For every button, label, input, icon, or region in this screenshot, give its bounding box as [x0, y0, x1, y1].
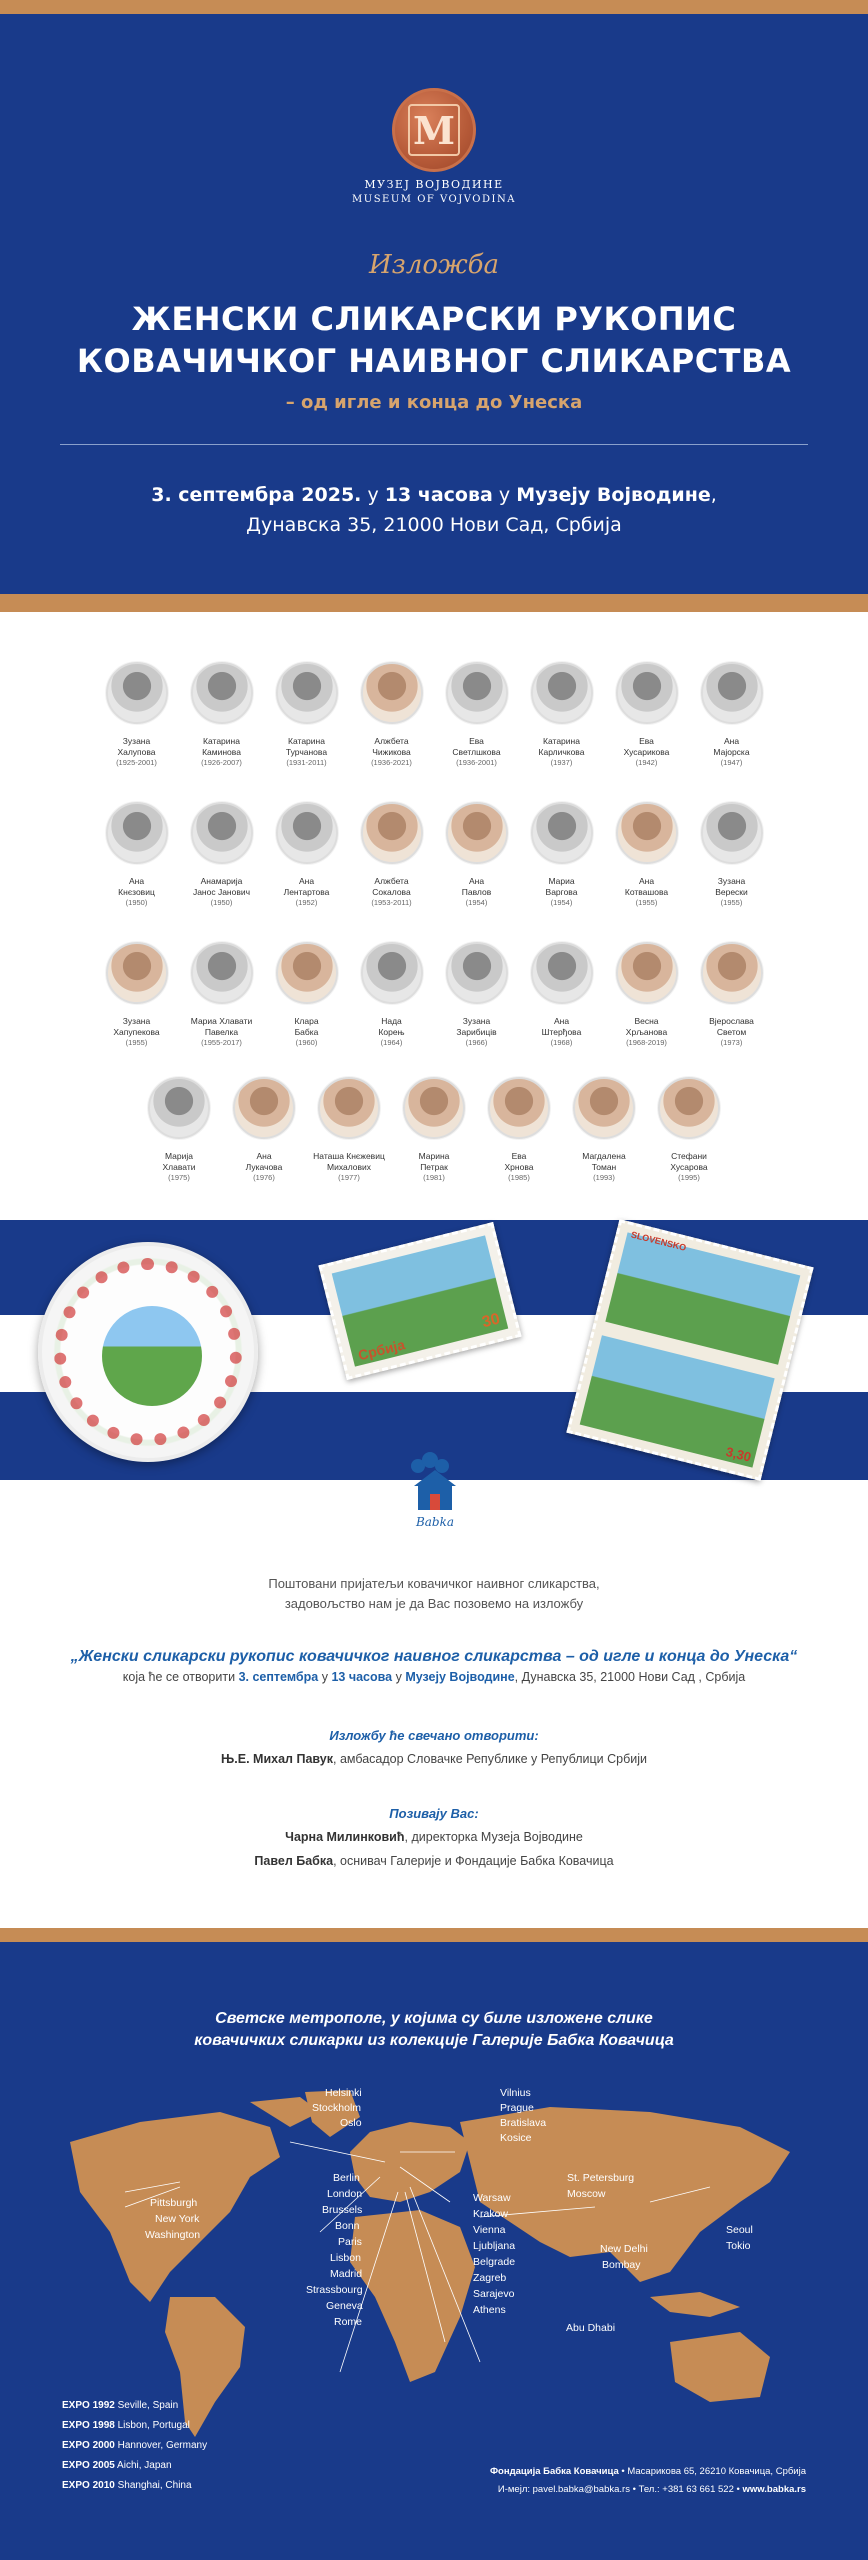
artist-years: (1942) [635, 758, 658, 767]
artist-portrait [276, 662, 338, 724]
opening-time: 13 часова [331, 1670, 393, 1684]
artist-first-name: Стефани [671, 1151, 707, 1161]
artist-first-name: Марина [418, 1151, 450, 1161]
artists-grid [0, 612, 868, 1207]
artist-years: (1952) [295, 898, 318, 907]
artist-years: (1973) [720, 1038, 743, 1047]
city-label: Brussels [322, 2204, 363, 2216]
artist-last-name: Хлавати [162, 1162, 196, 1172]
artist-last-name: Павелка [204, 1027, 239, 1037]
city-label: Paris [338, 2236, 362, 2248]
artist-last-name: Светлшкова [452, 747, 501, 757]
artist-last-name: Зарибиців [456, 1027, 497, 1037]
city-label: Bonn [335, 2220, 360, 2232]
artist-portrait [276, 942, 338, 1004]
artist-years: (1954) [550, 898, 573, 907]
artist-first-name: Мариа Хлавати [190, 1016, 253, 1026]
city-label: Madrid [330, 2268, 363, 2280]
map-title-line-2: ковачичких сликарки из колекције Галерије Бабка Ковачица [194, 2032, 674, 2049]
artist-last-name: Верески [715, 887, 748, 897]
artist-last-name: Лентартова [283, 887, 330, 897]
artist-first-name: Зузана [717, 876, 746, 886]
artist-years: (1950) [210, 898, 233, 907]
artist-years: (1936-2021) [371, 758, 412, 767]
museum-seal-logo [392, 88, 476, 172]
artist-portrait [531, 942, 593, 1004]
city-label: Stockholm [312, 2102, 362, 2114]
artist-years: (1947) [720, 758, 743, 767]
contact-org: Фондација Бабка Ковачица [489, 2466, 619, 2477]
artist-last-name: Хапупекова [113, 1027, 160, 1037]
artist-years: (1931-2011) [286, 758, 327, 767]
city-label: Lisbon [330, 2252, 361, 2264]
host-2-name: Павел Бабка [254, 1854, 334, 1868]
artist-last-name: Варгова [545, 887, 578, 897]
date-time-venue: 3. септембра 2025. у 13 часова у Музеју Војводине, [151, 484, 717, 506]
city-label: St. Petersburg [567, 2172, 635, 2184]
artist-first-name: Катарина [288, 736, 325, 746]
city-label: Oslo [340, 2117, 362, 2129]
greeting-line-1: Поштовани пријатељи ковачичког наивног сликарства, [268, 1576, 600, 1591]
artist-portrait [276, 802, 338, 864]
expo-item [62, 2400, 178, 2411]
artist-years: (1925-2001) [116, 758, 157, 767]
museum-name-cyrillic: МУЗЕЈ ВОЈВОДИНЕ [364, 178, 504, 191]
expo-place: Hannover, Germany [117, 2440, 208, 2451]
artworks-band [0, 1220, 868, 1480]
painted-plate [38, 1242, 258, 1462]
city-label: Strassbourg [306, 2284, 363, 2296]
artist-years: (1937) [550, 758, 573, 767]
artist-portrait [446, 662, 508, 724]
seal-letter: М [408, 104, 460, 156]
artist-portrait [191, 802, 253, 864]
opened-by-label: Изложбу ће свечано отворити: [329, 1728, 539, 1743]
map-title-line-1: Светске метрополе, у којима су биле изложене слике [215, 2010, 653, 2027]
opening-details [0, 1670, 868, 1684]
artist-portrait [106, 802, 168, 864]
artist-portrait [573, 1077, 635, 1139]
expo-place: Aichi, Japan [117, 2460, 172, 2471]
city-label: Athens [473, 2304, 506, 2316]
artist-last-name: Кнєзовиц [118, 887, 155, 897]
expo-label: EXPO 2000 [62, 2440, 115, 2451]
artist-last-name: Павлов [461, 887, 492, 897]
artist-first-name: Ана [468, 876, 485, 886]
artist-years: (1955-2017) [201, 1038, 242, 1047]
opening-venue: Музеју Војводине [405, 1670, 515, 1684]
artist-portrait [531, 802, 593, 864]
artist-years: (1953-2011) [371, 898, 412, 907]
artist-first-name: Клара [294, 1016, 319, 1026]
world-map [50, 2082, 820, 2452]
artist-last-name: Чижикова [372, 747, 411, 757]
artist-years: (1955) [635, 898, 658, 907]
artist-last-name: Халупова [117, 747, 156, 757]
artist-years: (1968-2019) [626, 1038, 667, 1047]
artist-first-name: Алжбета [374, 876, 409, 886]
stamp-value: 3,30 [724, 1444, 753, 1465]
expo-place: Lisbon, Portugal [117, 2420, 190, 2431]
artist-last-name: Штерђова [541, 1027, 582, 1037]
artist-first-name: Зузана [122, 736, 151, 746]
word-u: у [367, 484, 379, 506]
artist-portrait [531, 662, 593, 724]
artist-first-name: Ана [638, 876, 655, 886]
artist-portrait [191, 662, 253, 724]
city-label: Ljubljana [473, 2240, 516, 2252]
opened-by-role: , амбасадор Словачке Републике у Републици Србији [333, 1752, 647, 1766]
time: 13 часова [384, 484, 493, 506]
babka-logo [390, 1452, 480, 1532]
artist-first-name: Ана [553, 1016, 570, 1026]
word-u: у [498, 484, 511, 506]
map-section [0, 1942, 868, 2560]
artist-portrait [191, 942, 253, 1004]
expo-label: EXPO 2005 [62, 2460, 115, 2471]
artist-first-name: Вјерослава [709, 1016, 754, 1026]
stamp-country: Србија [356, 1336, 407, 1364]
artist-last-name: Хрљанова [625, 1027, 668, 1037]
artist-portrait [106, 662, 168, 724]
artist-last-name: Лукачова [245, 1162, 283, 1172]
city-label: London [327, 2188, 363, 2200]
artist-years: (1955) [125, 1038, 148, 1047]
artist-portrait [701, 942, 763, 1004]
artist-years: (1975) [168, 1173, 190, 1182]
opening-address: , Дунавска 35, 21000 Нови Сад , Србија [514, 1670, 746, 1684]
host-2-role: , оснивач Галерије и Фондације Бабка Ковачица [333, 1854, 614, 1868]
contact-phone: • Тел.: +381 63 661 522 • [632, 2484, 740, 2495]
artist-portrait [446, 942, 508, 1004]
artist-first-name: Наташа Кнєжевиц [313, 1151, 385, 1161]
artist-portrait [318, 1077, 380, 1139]
city-label: Vienna [473, 2224, 506, 2236]
address: Дунавска 35, 21000 Нови Сад, Србија [246, 514, 622, 536]
artist-portrait [361, 942, 423, 1004]
stamp-value: 30 [480, 1310, 502, 1332]
subtitle: – од игле и конца до Унеска [285, 392, 583, 413]
artist-last-name: Светом [716, 1027, 747, 1037]
logo-wordmark: Babka [415, 1515, 455, 1529]
title-line-2: КОВАЧИЧКОГ НАИВНОГ СЛИКАРСТВА [76, 342, 792, 380]
artist-card [677, 942, 787, 1048]
artist-portrait [403, 1077, 465, 1139]
city-label: Prague [500, 2102, 534, 2114]
artist-portrait [446, 802, 508, 864]
date: 3. септембра 2025. [151, 484, 362, 506]
expo-item [62, 2420, 190, 2431]
city-label: New Delhi [600, 2243, 648, 2255]
artist-last-name: Петрак [420, 1162, 448, 1172]
header-section [0, 0, 868, 600]
artist-portrait [616, 942, 678, 1004]
artist-first-name: Ана [723, 736, 740, 746]
artist-first-name: Весна [634, 1016, 659, 1026]
expo-label: EXPO 1998 [62, 2420, 115, 2431]
artist-first-name: Мариа [548, 876, 575, 886]
artist-last-name: Сокалова [372, 887, 411, 897]
artist-card [677, 802, 787, 908]
host-2 [0, 1854, 868, 1868]
opening-date: 3. септембра [238, 1670, 319, 1684]
expo-item [62, 2460, 172, 2471]
artist-portrait [106, 942, 168, 1004]
artist-first-name: Ева [469, 736, 484, 746]
artist-last-name: Хусарикова [623, 747, 670, 757]
city-label: Geneva [326, 2300, 363, 2312]
word-u: у [321, 1670, 328, 1684]
artist-portrait [616, 802, 678, 864]
artist-years: (1985) [508, 1173, 530, 1182]
city-label: Belgrade [473, 2256, 516, 2268]
artist-first-name: Зузана [122, 1016, 151, 1026]
artist-last-name: Мајорска [713, 747, 750, 757]
host-1 [0, 1830, 868, 1844]
artist-years: (1955) [720, 898, 743, 907]
artist-first-name: Ана [128, 876, 145, 886]
artist-first-name: Катарина [543, 736, 580, 746]
exhibit-label: Изложба [369, 250, 499, 280]
expo-place: Shanghai, China [117, 2480, 192, 2491]
contact-line-2 [498, 2484, 806, 2495]
word-u: у [395, 1670, 402, 1684]
invite-label: Позивају Вас: [389, 1806, 479, 1821]
artist-years: (1936-2001) [456, 758, 497, 767]
opened-by [0, 1752, 868, 1766]
artist-portrait [361, 662, 423, 724]
artist-first-name: Ева [639, 736, 654, 746]
artist-first-name: Анамарија [200, 876, 243, 886]
artist-last-name: Котвашова [624, 887, 669, 897]
artist-years: (1981) [423, 1173, 445, 1182]
artist-portrait [616, 662, 678, 724]
artist-first-name: Алжбета [374, 736, 409, 746]
exhibition-title: „Женски сликарски рукопис ковачичког наивног сликарства – од игле и конца до Унеска“ [70, 1648, 798, 1665]
artist-first-name: Нада [381, 1016, 402, 1026]
city-label: Zagreb [473, 2272, 507, 2284]
artist-years: (1968) [550, 1038, 573, 1047]
artist-first-name: Ана [256, 1151, 272, 1161]
expo-place: Seville, Spain [117, 2400, 179, 2411]
artist-portrait [701, 662, 763, 724]
title-line-1: ЖЕНСКИ СЛИКАРСКИ РУКОПИС [131, 300, 737, 338]
artist-first-name: Магдалена [582, 1151, 626, 1161]
city-label: Sarajevo [473, 2288, 515, 2300]
artist-portrait [658, 1077, 720, 1139]
expo-item [62, 2480, 192, 2491]
artist-years: (1926-2007) [201, 758, 242, 767]
artist-portrait [701, 802, 763, 864]
artist-first-name: Марија [165, 1151, 193, 1161]
artist-years: (1950) [125, 898, 148, 907]
artist-last-name: Михалових [326, 1162, 371, 1172]
artist-first-name: Ана [298, 876, 315, 886]
artist-portrait [488, 1077, 550, 1139]
artist-years: (1993) [593, 1173, 615, 1182]
artist-last-name: Турчанова [285, 747, 328, 757]
city-label: Kosice [500, 2132, 532, 2144]
contact-line-1 [490, 2466, 806, 2477]
divider [60, 444, 808, 445]
city-label: Bombay [602, 2259, 641, 2271]
artist-portrait [233, 1077, 295, 1139]
city-label: Bratislava [500, 2117, 547, 2129]
artist-years: (1960) [295, 1038, 318, 1047]
artist-first-name: Ева [511, 1151, 527, 1161]
city-label: Abu Dhabi [566, 2322, 616, 2334]
museum-name-latin: MUSEUM OF VOJVODINA [352, 194, 516, 205]
city-label: Berlin [333, 2172, 360, 2184]
artist-years: (1977) [338, 1173, 360, 1182]
artist-last-name: Јанос Јанович [192, 887, 251, 897]
expo-label: EXPO 1992 [62, 2400, 115, 2411]
artist-portrait [148, 1077, 210, 1139]
artist-last-name: Корењ [378, 1027, 405, 1037]
contact-email[interactable]: И-мејл: pavel.babka@babka.rs [497, 2484, 630, 2495]
artist-last-name: Бабка [294, 1027, 319, 1037]
artist-years: (1964) [380, 1038, 403, 1047]
city-label: Warsaw [473, 2192, 511, 2204]
artist-first-name: Катарина [203, 736, 240, 746]
artist-card [634, 1077, 744, 1183]
host-1-role: , директорка Музеја Војводине [404, 1830, 583, 1844]
city-label: New York [155, 2213, 200, 2225]
city-label: Helsinki [325, 2087, 362, 2099]
artist-years: (1954) [465, 898, 488, 907]
expo-item [62, 2440, 207, 2451]
stamp-country: SLOVENSKO [630, 1229, 688, 1253]
city-label: Vilnius [500, 2087, 531, 2099]
contact-web[interactable]: www.babka.rs [742, 2484, 806, 2495]
city-label: Moscow [567, 2188, 606, 2200]
artist-last-name: Каминова [202, 747, 241, 757]
artist-last-name: Томан [591, 1162, 617, 1172]
venue: Музеју Војводине [516, 484, 711, 506]
artist-years: (1976) [253, 1173, 275, 1182]
artist-last-name: Хрнова [504, 1162, 534, 1172]
artist-first-name: Зузана [462, 1016, 491, 1026]
city-label: Rome [334, 2316, 363, 2328]
greeting-line-2: задовољство нам је да Вас позовемо на изложбу [284, 1596, 584, 1611]
artist-last-name: Хусарова [670, 1162, 708, 1172]
artist-portrait [361, 802, 423, 864]
torn-edge-top [0, 0, 868, 14]
plate-scene [102, 1306, 202, 1406]
host-1-name: Чарна Милинковић [285, 1830, 405, 1844]
city-label: Tokio [726, 2240, 751, 2252]
artist-card [677, 662, 787, 768]
contact-address: • Масарикова 65, 26210 Ковачица, Србија [621, 2466, 806, 2477]
opening-pre: која ће се отворити [122, 1670, 236, 1684]
city-label: Pittsburgh [150, 2197, 198, 2209]
artist-years: (1966) [465, 1038, 488, 1047]
artist-last-name: Карличкова [538, 747, 585, 757]
city-label: Krakow [473, 2208, 509, 2220]
expo-label: EXPO 2010 [62, 2480, 115, 2491]
opened-by-name: Њ.Е. Михал Павук [221, 1752, 333, 1766]
city-label: Seoul [726, 2224, 753, 2236]
artist-years: (1995) [678, 1173, 700, 1182]
city-label: Washington [145, 2229, 201, 2241]
